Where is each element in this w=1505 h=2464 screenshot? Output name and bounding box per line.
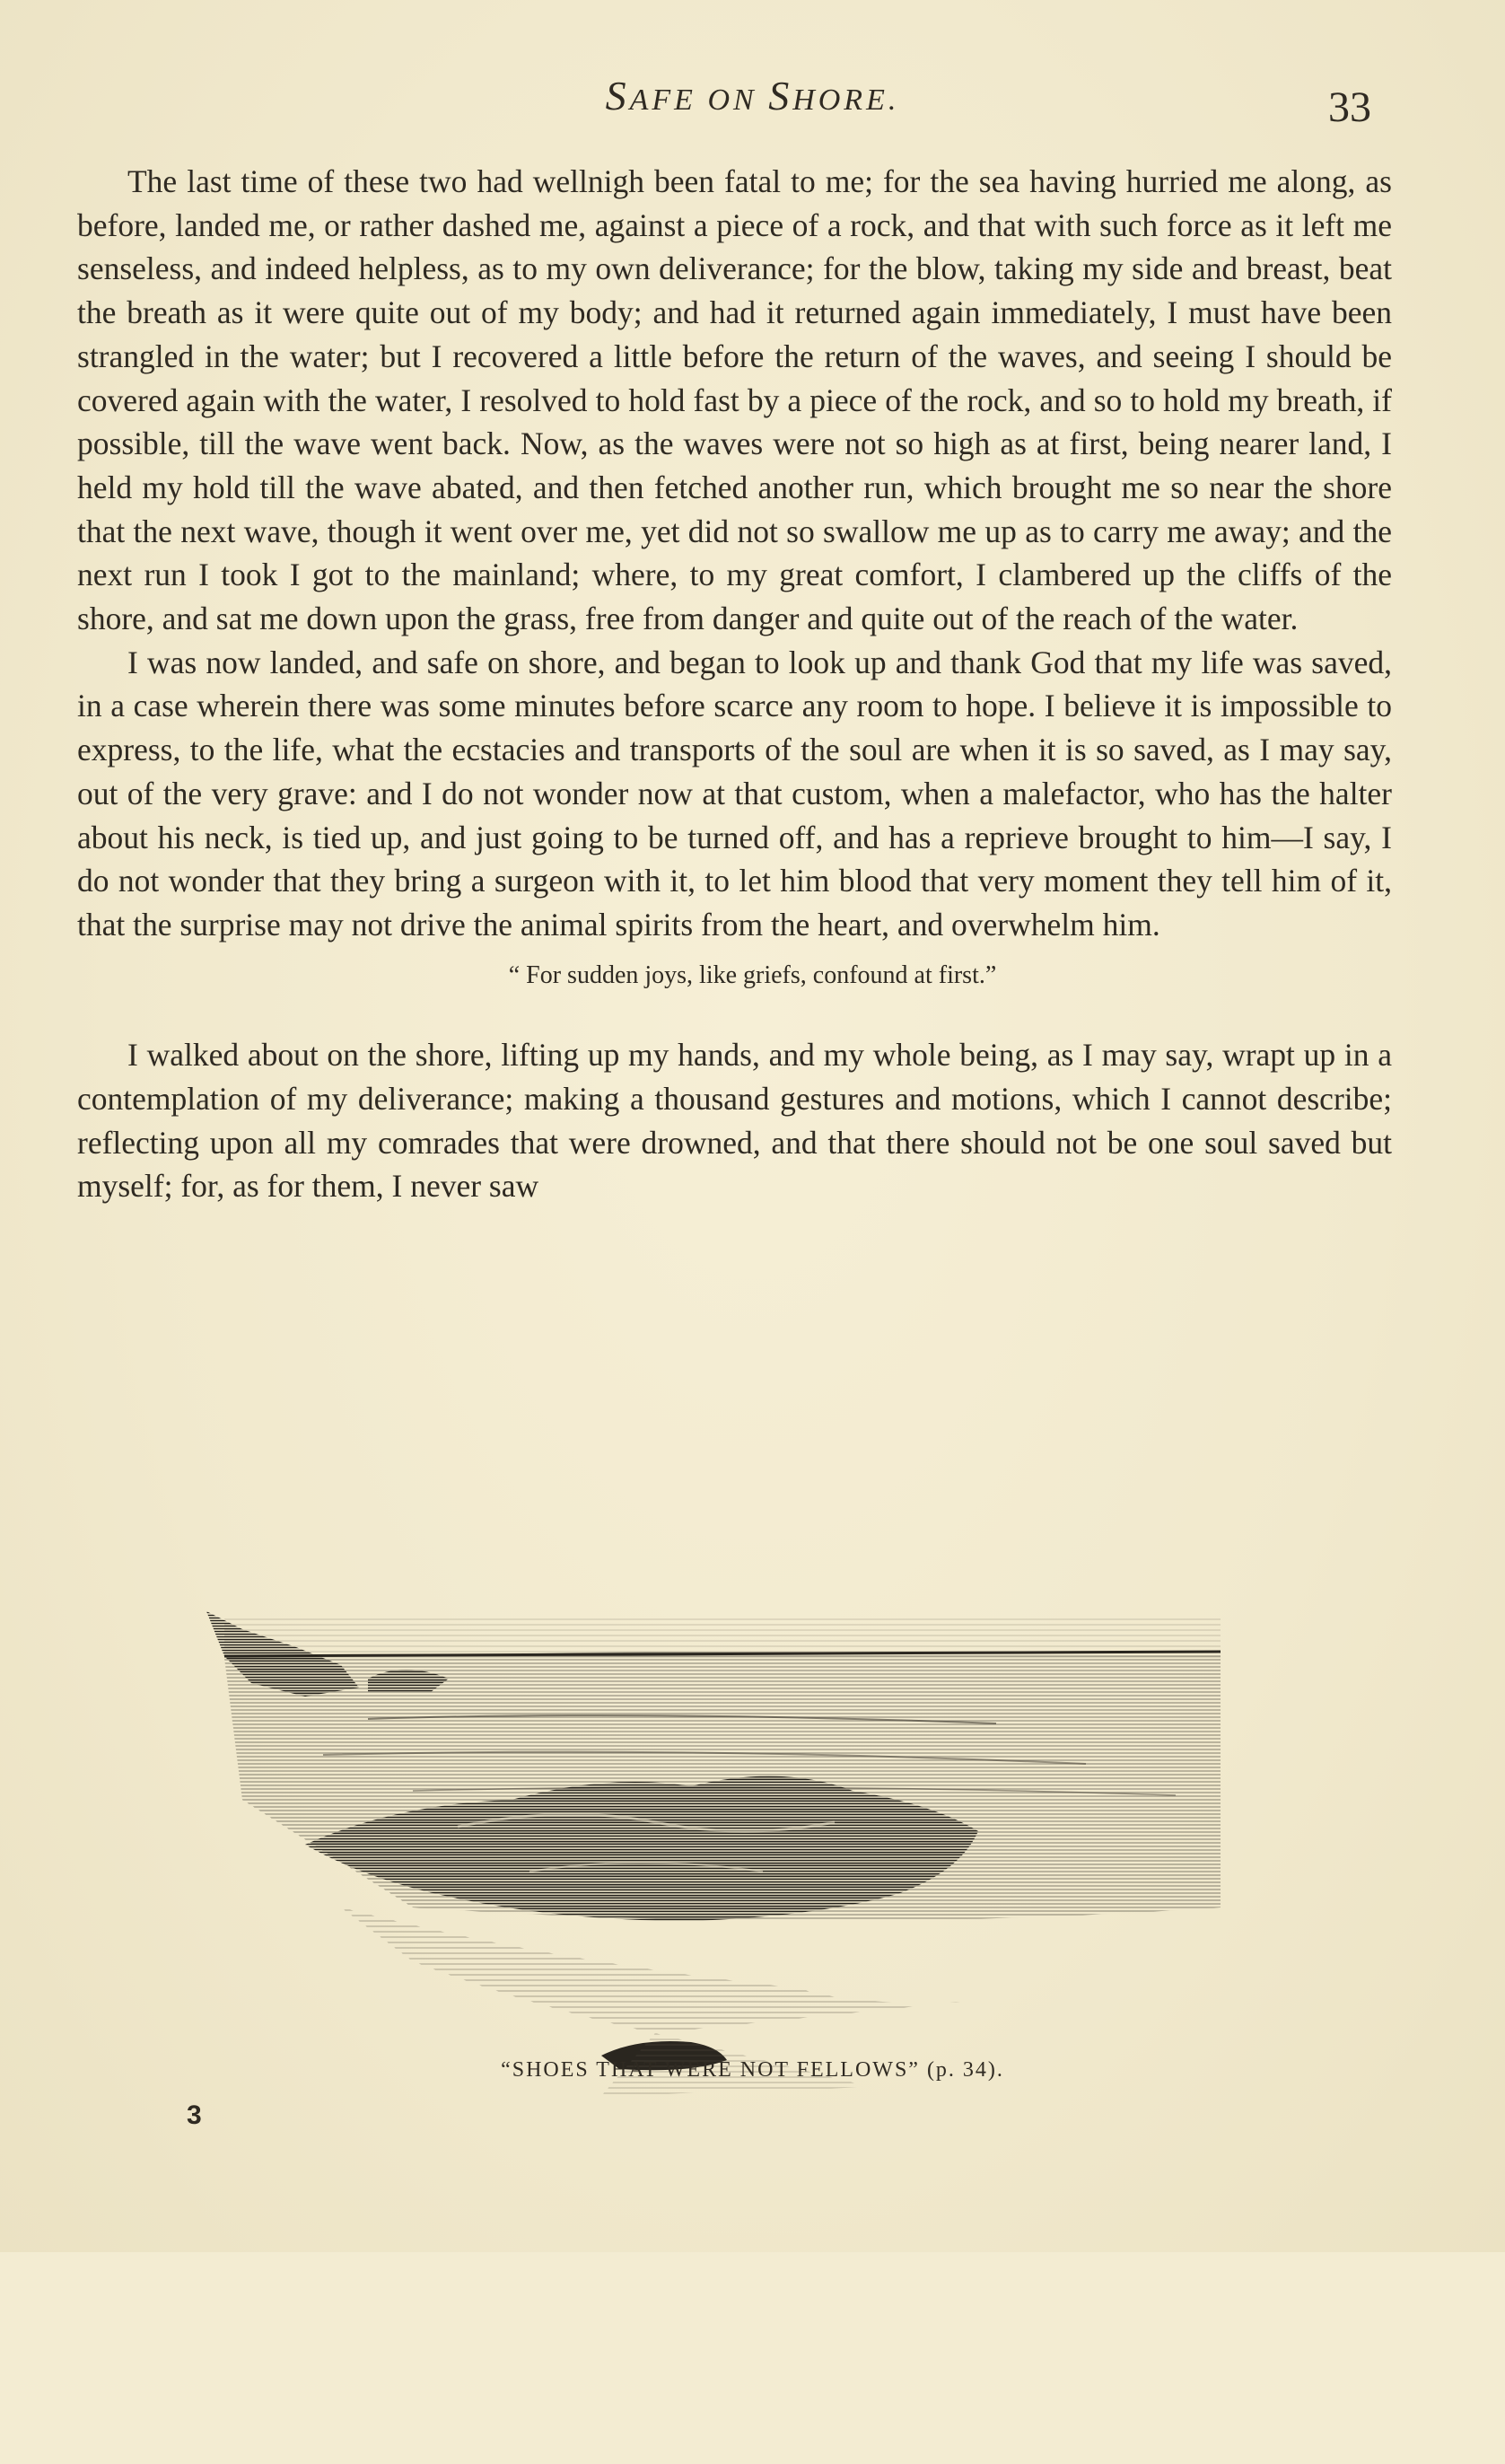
- paragraph-2: I was now landed, and safe on shore, and began to look up and thank God that my life was saved, in a case wherein there was some minutes before scarce any room to hope. I believe it is impossible to express, to the life, what the ecstacies and transports of the soul are when it is so saved, as I may say, out of the very grave: and I do not wonder now at that custom, when a malefactor, who has the halter about his neck, is tied up, and just going to be turned off, and has a reprieve brought to him—I say, I do not wonder that they bring a surgeon with it, to let him blood that very moment they tell him of it, that the surprise may not drive the animal spirits from the heart, and overwhelm him.: [77, 644, 1392, 943]
- illustration-caption: “SHOES THAT WERE NOT FELLOWS” (p. 34).: [501, 2058, 1004, 2082]
- quotation: “ For sudden joys, like griefs, confound at first.”: [508, 960, 997, 989]
- signature-mark: 3: [187, 2100, 202, 2130]
- running-head: [0, 72, 1505, 119]
- running-head-smallcaps-1: AFE ON: [629, 83, 769, 117]
- body-text: [77, 160, 1392, 1208]
- running-head-initial-2: S: [768, 73, 793, 118]
- running-head-initial-1: S: [605, 73, 630, 118]
- paragraph-1: The last time of these two had wellnigh been fatal to me; for the sea having hurried me along, as before, landed me, or rather dashed me, against a piece of a rock, and that with such force as it left me senseless, and indeed helpless, as to my own deliverance; for the blow, taking my side and breast, beat the breath as it were quite out of my body; and had it returned again immediately, I must have been strangled in the water; but I recovered a little before the return of the waves, and seeing I should be covered again with the water, I resolved to hold fast by a piece of the rock, and so to hold my breath, if possible, till the wave went back. Now, as the waves were not so high as at first, being nearer land, I held my hold till the wave abated, and then fetched another run, which brought me so near the shore that the next wave, though it went over me, yet did not so swallow me up as to carry me away; and the next run I took I got to the mainland; where, to my great comfort, I clambered up the cliffs of the shore, and sat me down upon the grass, free from danger and quite out of the reach of the water.: [77, 163, 1392, 637]
- seashore-engraving: [188, 1611, 1310, 2464]
- page-number: 33: [1328, 83, 1371, 131]
- running-head-smallcaps-2: HORE.: [792, 83, 900, 117]
- paragraph-3: I walked about on the shore, lifting up my hands, and my whole being, as I may say, wrapt up in a contemplation of my deliverance; making a thousand gestures and motions, which I cannot describe; reflecting upon all my comrades that were drowned, and that there should not be one soul saved but myself; for, as for them, I never saw: [77, 1037, 1392, 1205]
